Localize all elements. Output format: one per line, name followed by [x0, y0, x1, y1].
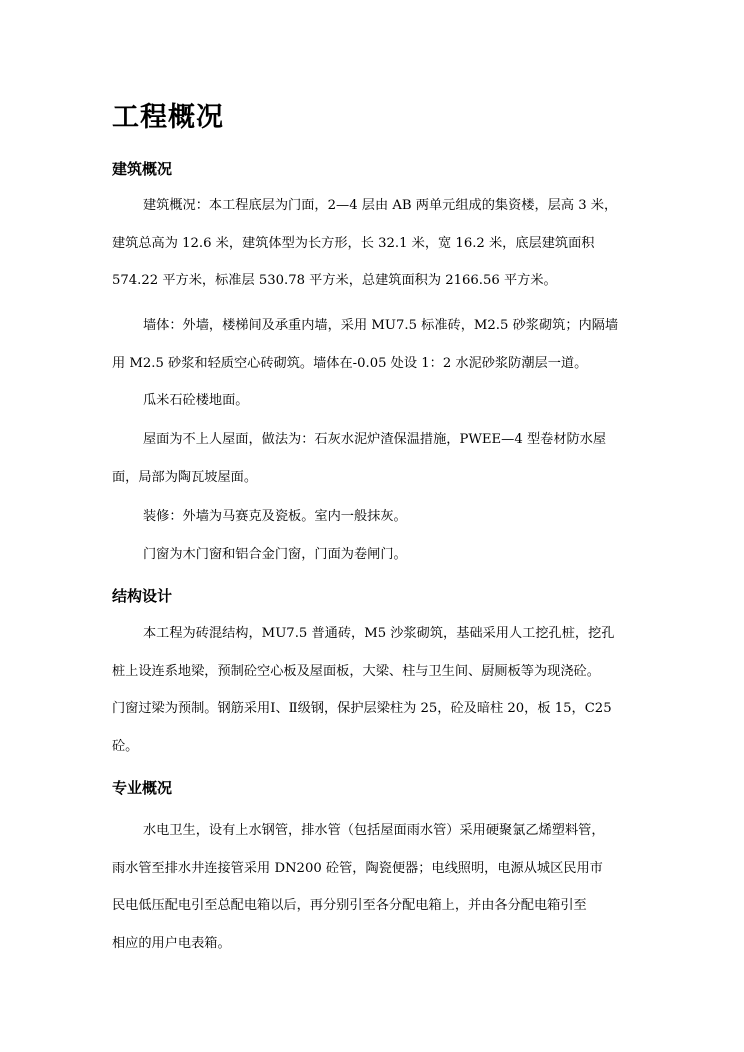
text-line: 民电低压配电引至总配电箱以后，再分别引至各分配电箱上，并由各分配电箱引至	[112, 898, 587, 913]
paragraph-architecture-overview	[112, 187, 664, 300]
paragraph-structure	[112, 615, 664, 765]
text-line: 水电卫生，设有上水钢管，排水管（包括屋面雨水管）采用硬聚氯乙烯塑料管，	[143, 823, 605, 838]
section-heading-specialty: 专业概况	[112, 779, 173, 797]
section-heading-structure: 结构设计	[112, 587, 173, 605]
text-line: 相应的用户电表箱。	[112, 935, 231, 951]
text-line: 本工程为砖混结构，MU7.5 普通砖，M5 沙浆砌筑，基础采用人工挖孔桩，挖孔	[143, 626, 615, 641]
text-line: 装修：外墙为马赛克及瓷板。室内一般抹灰。	[143, 509, 407, 524]
paragraph-specialty	[112, 812, 664, 962]
paragraph-decoration	[112, 498, 664, 536]
paragraph-floors	[112, 382, 664, 420]
text-line: 面，局部为陶瓦坡屋面。	[112, 469, 258, 485]
text-line: 瓜米石砼楼地面。	[143, 393, 249, 408]
paragraph-doors-windows	[112, 536, 664, 574]
paragraph-walls	[112, 307, 664, 382]
paragraph-roof	[112, 421, 664, 496]
text-line: 门窗为木门窗和铝合金门窗，门面为卷闸门。	[143, 547, 407, 562]
document-title: 工程概况	[112, 102, 224, 133]
text-line: 屋面为不上人屋面，做法为：石灰水泥炉渣保温措施，PWEE—4 型卷材防水屋	[143, 432, 607, 447]
text-line: 建筑总高为 12.6 米，建筑体型为长方形，长 32.1 米，宽 16.2 米，底层建筑面积	[112, 235, 595, 251]
text-line: 用 M2.5 砂浆和轻质空心砖砌筑。墙体在-0.05 处设 1：2 水泥砂浆防潮层一道。	[112, 355, 588, 371]
text-line: 574.22 平方米，标准层 530.78 平方米，总建筑面积为 2166.56 平方米。	[112, 273, 557, 288]
text-line: 雨水管至排水井连接管采用 DN200 砼管，陶瓷便器；电线照明，电源从城区民用市	[112, 860, 603, 876]
text-line: 桩上设连系地梁，预制砼空心板及屋面板，大梁、柱与卫生间、厨厕板等为现浇砼。	[112, 663, 600, 679]
text-line: 墙体：外墙，楼梯间及承重内墙，采用 MU7.5 标准砖，M2.5 砂浆砌筑；内隔墙	[143, 318, 619, 333]
text-line: 建筑概况：本工程底层为门面，2—4 层由 AB 两单元组成的集资楼，层高 3 米，	[143, 198, 618, 213]
text-line: 门窗过梁为预制。钢筋采用Ⅰ、Ⅱ级钢，保护层梁柱为 25，砼及暗柱 20，板 15，C25	[112, 701, 612, 716]
text-line: 砼。	[112, 738, 139, 754]
section-heading-architecture: 建筑概况	[112, 160, 173, 178]
